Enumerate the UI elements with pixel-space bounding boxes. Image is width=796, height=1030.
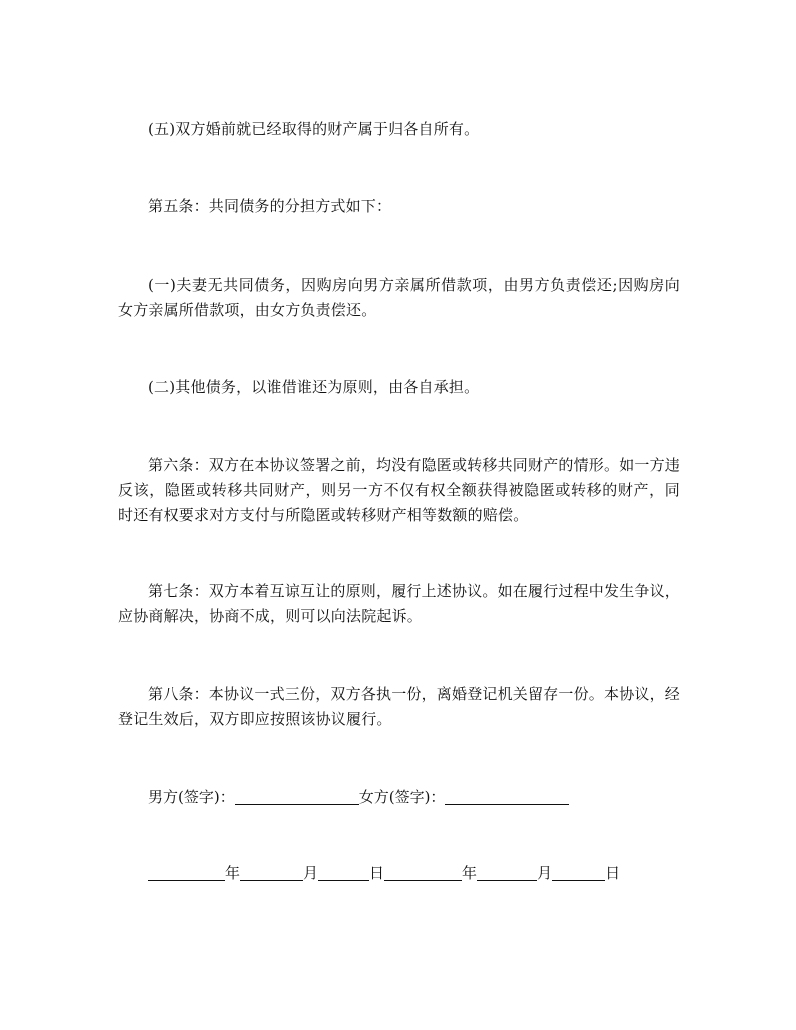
female-month-label: 月 [537,864,553,882]
female-signature-label: 女方(签字)： [358,788,446,806]
paragraph-debt-item-1: (一)夫妻无共同债务，因购房向男方亲属所借款项，由男方负责偿还;因购房向女方亲属所借款项，由女方负责偿还。 [118,276,680,319]
female-month-blank[interactable] [477,862,537,881]
male-signature-label: 男方(签字)： [148,788,235,806]
male-day-label: 日 [369,864,385,882]
paragraph-property-item-5: (五)双方婚前就已经取得的财产属于归各自所有。 [148,120,480,138]
male-day-blank[interactable] [318,862,369,881]
female-year-label: 年 [462,864,478,882]
date-line [148,861,620,886]
paragraph-article-8: 第八条：本协议一式三份，双方各执一份，离婚登记机关留存一份。本协议，经登记生效后，双方即应按照该协议履行。 [118,685,681,728]
male-month-label: 月 [303,864,319,882]
signature-line [148,785,569,810]
male-month-blank[interactable] [240,862,303,881]
male-year-blank[interactable] [148,862,225,881]
female-signature-blank[interactable] [445,786,569,805]
paragraph-debt-item-2: (二)其他债务，以谁借谁还为原则，由各自承担。 [148,378,480,396]
paragraph-article-7: 第七条：双方本着互谅互让的原则，履行上述协议。如在履行过程中发生争议，应协商解决，协商不成，则可以向法院起诉。 [118,582,681,625]
female-day-label: 日 [605,864,621,882]
male-signature-blank[interactable] [235,786,359,805]
male-year-label: 年 [225,864,241,882]
female-day-blank[interactable] [552,862,605,881]
paragraph-article-6: 第六条：双方在本协议签署之前，均没有隐匿或转移共同财产的情形。如一方违反该，隐匿或转移共同财产，则另一方不仅有权全额获得被隐匿或转移的财产，同时还有权要求对方支付与所隐匿或转移财产相等数额的赔偿。 [118,456,681,524]
paragraph-article-5-heading: 第五条：共同债务的分担方式如下： [148,197,392,215]
female-year-blank[interactable] [384,862,462,881]
